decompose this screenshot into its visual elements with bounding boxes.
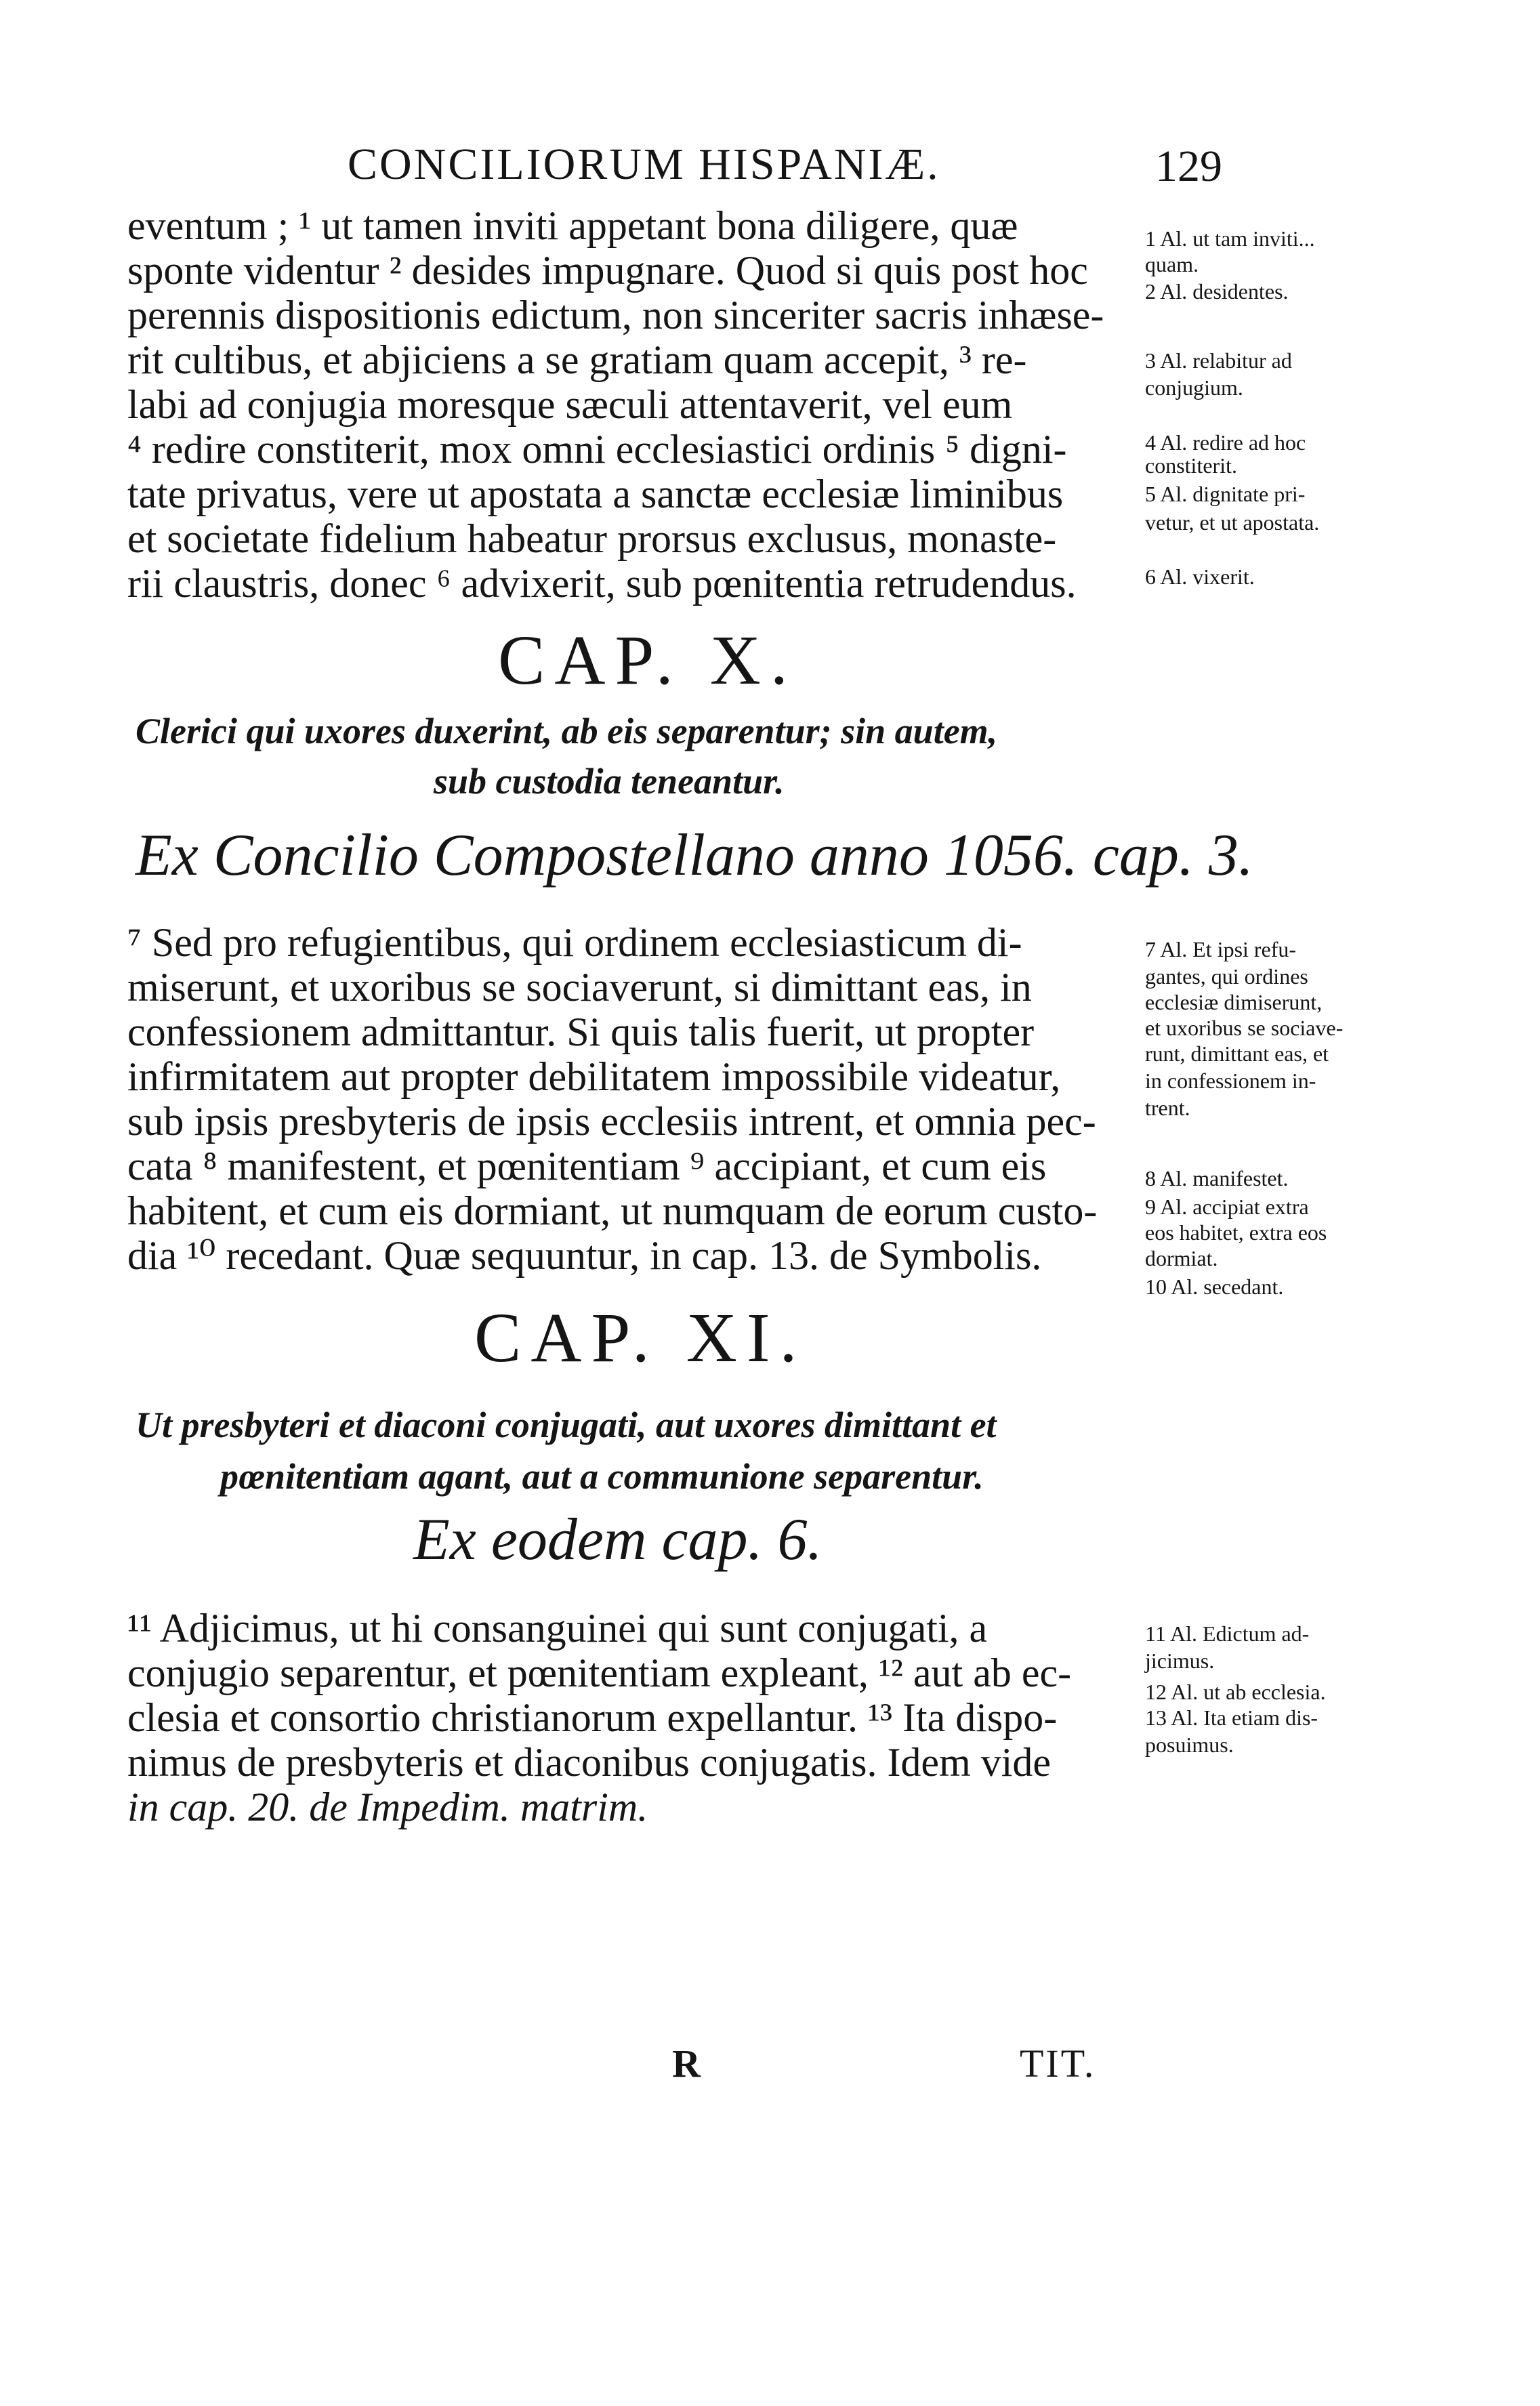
- text-line: perennis dispositionis edictum, non sinceriter sacris inhæse-: [127, 293, 1104, 337]
- text-line: nimus de presbyteris et diaconibus conjugatis. Idem vide: [127, 1740, 1052, 1785]
- margin-note: gantes, qui ordines: [1145, 964, 1308, 989]
- margin-note: 5 Al. dignitate pri-: [1145, 482, 1306, 506]
- text-line: clesia et consortio christianorum expellantur. ¹³ Ita dispo-: [127, 1695, 1058, 1740]
- text-line: infirmitatem aut propter debilitatem impossibile videatur,: [127, 1054, 1061, 1099]
- text-line: labi ad conjugia moresque sæculi attentaverit, vel eum: [127, 382, 1013, 427]
- chapter-rubric: sub custodia teneantur.: [434, 761, 785, 802]
- text-line: conjugio separentur, et pœnitentiam expleant, ¹² aut ab ec-: [127, 1651, 1072, 1695]
- page-number: 129: [1155, 142, 1222, 191]
- text-line: confessionem admittantur. Si quis talis fuerit, ut propter: [127, 1010, 1035, 1054]
- text-line: ⁴ redire constiterit, mox omni ecclesiastici ordinis ⁵ digni-: [127, 427, 1067, 472]
- margin-note: 6 Al. vixerit.: [1145, 564, 1255, 589]
- margin-note: vetur, et ut apostata.: [1145, 510, 1320, 535]
- text-line: in cap. 20. de Impedim. matrim.: [127, 1785, 648, 1829]
- source-heading: Ex Concilio Compostellano anno 1056. cap. 3.: [136, 823, 1253, 888]
- margin-note: 9 Al. accipiat extra: [1145, 1195, 1309, 1219]
- margin-note: ecclesiæ dimiserunt,: [1145, 990, 1323, 1014]
- text-line: ¹¹ Adjicimus, ut hi consanguinei qui sunt conjugati, a: [127, 1606, 988, 1651]
- margin-note: posuimus.: [1145, 1733, 1234, 1757]
- text-line: sponte videntur ² desides impugnare. Quod si quis post hoc: [127, 248, 1088, 293]
- text-line: ⁷ Sed pro refugientibus, qui ordinem ecclesiasticum di-: [127, 920, 1022, 965]
- margin-note: 8 Al. manifestet.: [1145, 1166, 1289, 1190]
- signature-mark: R: [672, 2041, 701, 2086]
- margin-note: 10 Al. secedant.: [1145, 1274, 1284, 1299]
- margin-note: jicimus.: [1145, 1648, 1215, 1673]
- margin-note: 2 Al. desidentes.: [1145, 279, 1289, 304]
- chapter-rubric: Ut presbyteri et diaconi conjugati, aut uxores dimittant et: [136, 1405, 997, 1445]
- chapter-heading-11: CAP. XI.: [474, 1299, 807, 1377]
- running-header: CONCILIORUM HISPANIÆ.: [348, 140, 940, 189]
- margin-note: 1 Al. ut tam inviti...: [1145, 226, 1315, 251]
- text-line: habitent, et cum eis dormiant, ut numquam de eorum custo-: [127, 1188, 1098, 1233]
- margin-note: 13 Al. Ita etiam dis-: [1145, 1705, 1318, 1730]
- margin-note: quam.: [1145, 252, 1199, 276]
- margin-note: dormiat.: [1145, 1246, 1218, 1270]
- text-line: eventum ; ¹ ut tamen inviti appetant bona diligere, quæ: [127, 203, 1018, 248]
- margin-note: 3 Al. relabitur ad: [1145, 348, 1292, 373]
- margin-note: 11 Al. Edictum ad-: [1145, 1621, 1310, 1646]
- margin-note: eos habitet, extra eos: [1145, 1220, 1327, 1245]
- chapter-heading-10: CAP. X.: [498, 621, 797, 699]
- margin-note: in confessionem in-: [1145, 1069, 1316, 1093]
- text-line: rii claustris, donec ⁶ advixerit, sub pœnitentia retrudendus.: [127, 561, 1077, 606]
- text-line: et societate fidelium habeatur prorsus exclusus, monaste-: [127, 516, 1057, 561]
- margin-note: et uxoribus se sociave-: [1145, 1016, 1344, 1040]
- text-line: rit cultibus, et abjiciens a se gratiam quam accepit, ³ re-: [127, 337, 1027, 382]
- text-line: tate privatus, vere ut apostata a sanctæ ecclesiæ liminibus: [127, 472, 1064, 516]
- margin-note: runt, dimittant eas, et: [1145, 1041, 1329, 1066]
- text-line: cata ⁸ manifestent, et pœnitentiam ⁹ accipiant, et cum eis: [127, 1144, 1047, 1188]
- catchword: TIT.: [1020, 2041, 1096, 2086]
- text-line: dia ¹⁰ recedant. Quæ sequuntur, in cap. 13. de Symbolis.: [127, 1233, 1042, 1278]
- source-heading: Ex eodem cap. 6.: [413, 1507, 823, 1573]
- margin-note: trent.: [1145, 1096, 1190, 1120]
- margin-note: constiterit.: [1145, 453, 1237, 478]
- margin-note: 12 Al. ut ab ecclesia.: [1145, 1680, 1326, 1704]
- chapter-rubric: pœnitentiam agant, aut a communione separentur.: [220, 1456, 984, 1497]
- chapter-rubric: Clerici qui uxores duxerint, ab eis separentur; sin autem,: [136, 711, 998, 751]
- margin-note: 4 Al. redire ad hoc: [1145, 430, 1306, 455]
- text-line: sub ipsis presbyteris de ipsis ecclesiis intrent, et omnia pec-: [127, 1099, 1096, 1144]
- margin-note: conjugium.: [1145, 375, 1243, 400]
- text-line: miserunt, et uxoribus se sociaverunt, si dimittant eas, in: [127, 965, 1032, 1010]
- margin-note: 7 Al. Et ipsi refu-: [1145, 937, 1297, 961]
